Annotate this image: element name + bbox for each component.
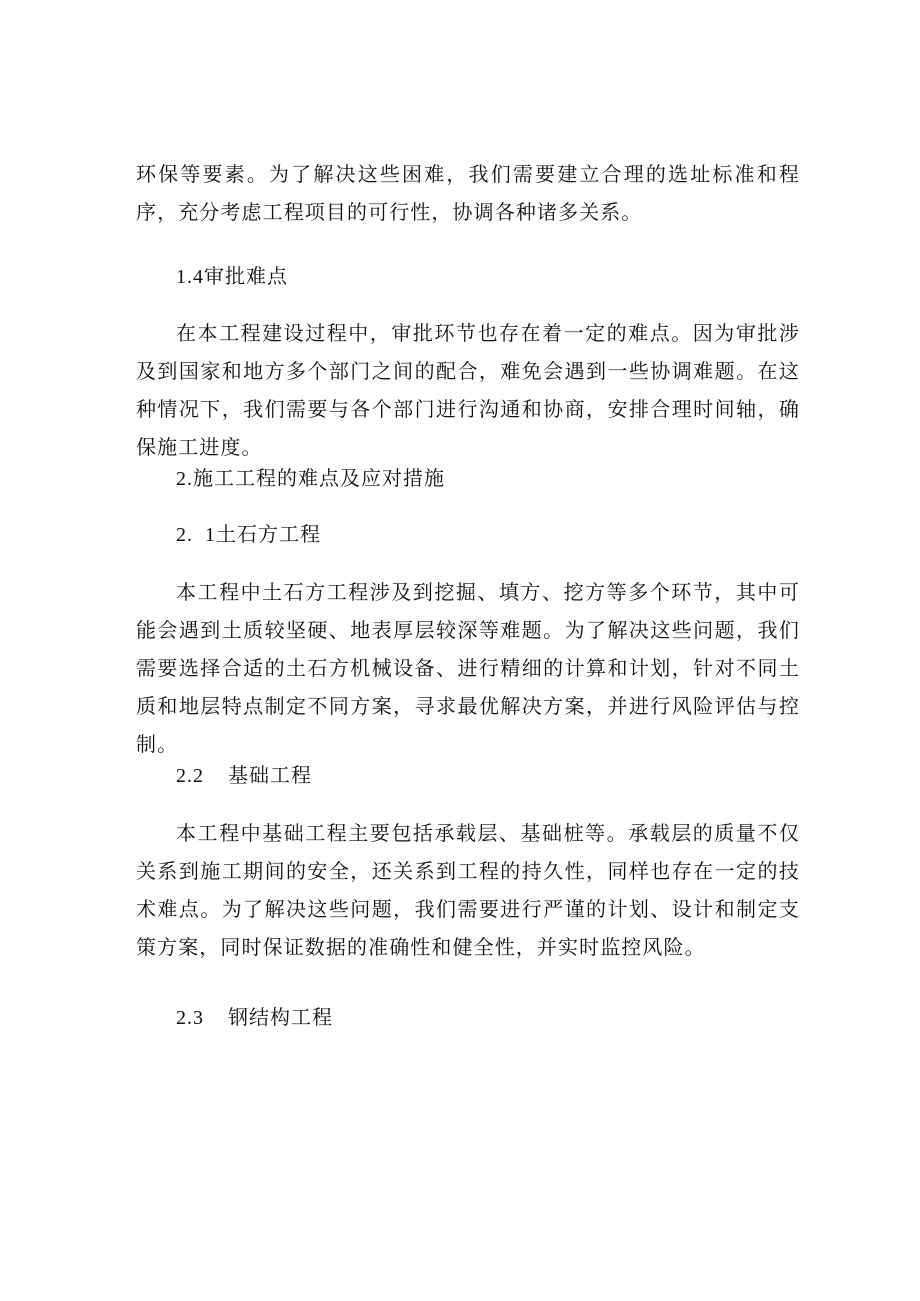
heading-2-3 [176,998,333,1037]
paragraph-foundation: 本工程中基础工程主要包括承载层、基础桩等。承载层的质量不仅关系到施工期间的安全，还关系到工程的持久性，同样也存在一定的技术难点。为了解决这些问题，我们需要进行严谨的计划、设计和制定支策方案，同时保证数据的准确性和健全性，并实时监控风险。 [136,821,800,959]
heading-title: 施工工程的难点及应对措施 [193,466,445,490]
heading-subnumber: 1 [205,524,216,546]
heading-number: 1.4 [176,266,204,288]
heading-2-1 [176,515,321,554]
heading-title: 钢结构工程 [228,1005,333,1029]
heading-number: 2.2 [176,765,204,787]
heading-number: 2.3 [176,1007,204,1029]
paragraph-earthwork: 本工程中土石方工程涉及到挖掘、填方、挖方等多个环节，其中可能会遇到土质较坚硬、地表厚层较深等难题。为了解决这些问题，我们需要选择合适的土石方机械设备、进行精细的计算和计划，针对不同土质和地层特点制定不同方案，寻求最优解决方案，并进行风险评估与控制。 [136,580,800,756]
heading-1-4 [176,257,288,296]
heading-number: 2. [176,524,193,546]
heading-2-2 [176,756,312,795]
heading-title: 基础工程 [228,763,312,787]
paragraph-approval: 在本工程建设过程中，审批环节也存在着一定的难点。因为审批涉及到国家和地方多个部门之间的配合，难免会遇到一些协调难题。在这种情况下，我们需要与各个部门进行沟通和协商，安排合理时间轴，确保施工进度。 [136,321,800,459]
heading-title: 土石方工程 [216,522,321,546]
paragraph-site-selection: 环保等要素。为了解决这些困难，我们需要建立合理的选址标准和程序，充分考虑工程项目的可行性，协调各种诸多关系。 [136,162,800,224]
heading-title: 审批难点 [204,264,288,288]
heading-number: 2. [176,468,193,490]
heading-2 [176,459,445,498]
